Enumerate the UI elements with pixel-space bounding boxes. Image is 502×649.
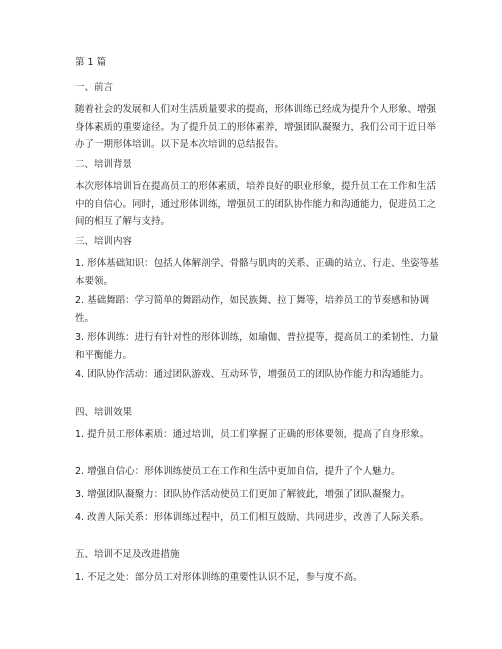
content-item: 1. 形体基础知识：包括人体解剖学、骨骼与肌肉的关系、正确的站立、行走、坐姿等基本要领。 (75, 258, 439, 287)
section-heading-improvements: 五、培训不足及改进措施 (75, 549, 180, 560)
content-item: 2. 基础舞蹈：学习简单的舞蹈动作，如民族舞、拉丁舞等，培养员工的节奏感和协调性。 (75, 295, 430, 324)
section-heading-effects: 四、培训效果 (75, 407, 133, 418)
content-item: 4. 团队协作活动：通过团队游戏、互动环节，增强员工的团队协作能力和沟通能力。 (75, 369, 430, 380)
preface-paragraph: 随着社会的发展和人们对生活质量要求的提高，形体训练已经成为提升个人形象、增强身体素质的重要途径。为了提升员工的形体素养，增强团队凝聚力，我们公司于近日举办了一期形体培训。以下是本次培训的总结报告。 (75, 104, 437, 150)
page-title: 第 1 篇 (75, 57, 107, 68)
section-heading-content: 三、培训内容 (75, 236, 133, 247)
effects-item: 2. 增强自信心：形体训练使员工在工作和生活中更加自信，提升了个人魅力。 (75, 466, 401, 477)
improvements-item: 1. 不足之处：部分员工对形体训练的重要性认识不足，参与度不高。 (75, 572, 363, 583)
effects-item: 3. 增强团队凝聚力：团队协作活动使员工们更加了解彼此，增强了团队凝聚力。 (75, 489, 411, 500)
section-heading-background: 二、培训背景 (75, 159, 133, 170)
content-item: 3. 形体训练：进行有针对性的形体训练，如瑜伽、普拉提等，提高员工的柔韧性、力量和平衡能力。 (75, 332, 439, 361)
background-paragraph: 本次形体培训旨在提高员工的形体素质，培养良好的职业形象，提升员工在工作和生活中的自信心。同时，通过形体训练，增强员工的团队协作能力和沟通能力，促进员工之间的相互了解与支持。 (75, 181, 437, 227)
effects-item: 1. 提升员工形体素质：通过培训，员工们掌握了正确的形体要领，提高了自身形象。 (75, 429, 430, 440)
section-heading-preface: 一、前言 (75, 82, 114, 93)
effects-item: 4. 改善人际关系：形体训练过程中，员工们相互鼓励、共同进步，改善了人际关系。 (75, 512, 430, 523)
